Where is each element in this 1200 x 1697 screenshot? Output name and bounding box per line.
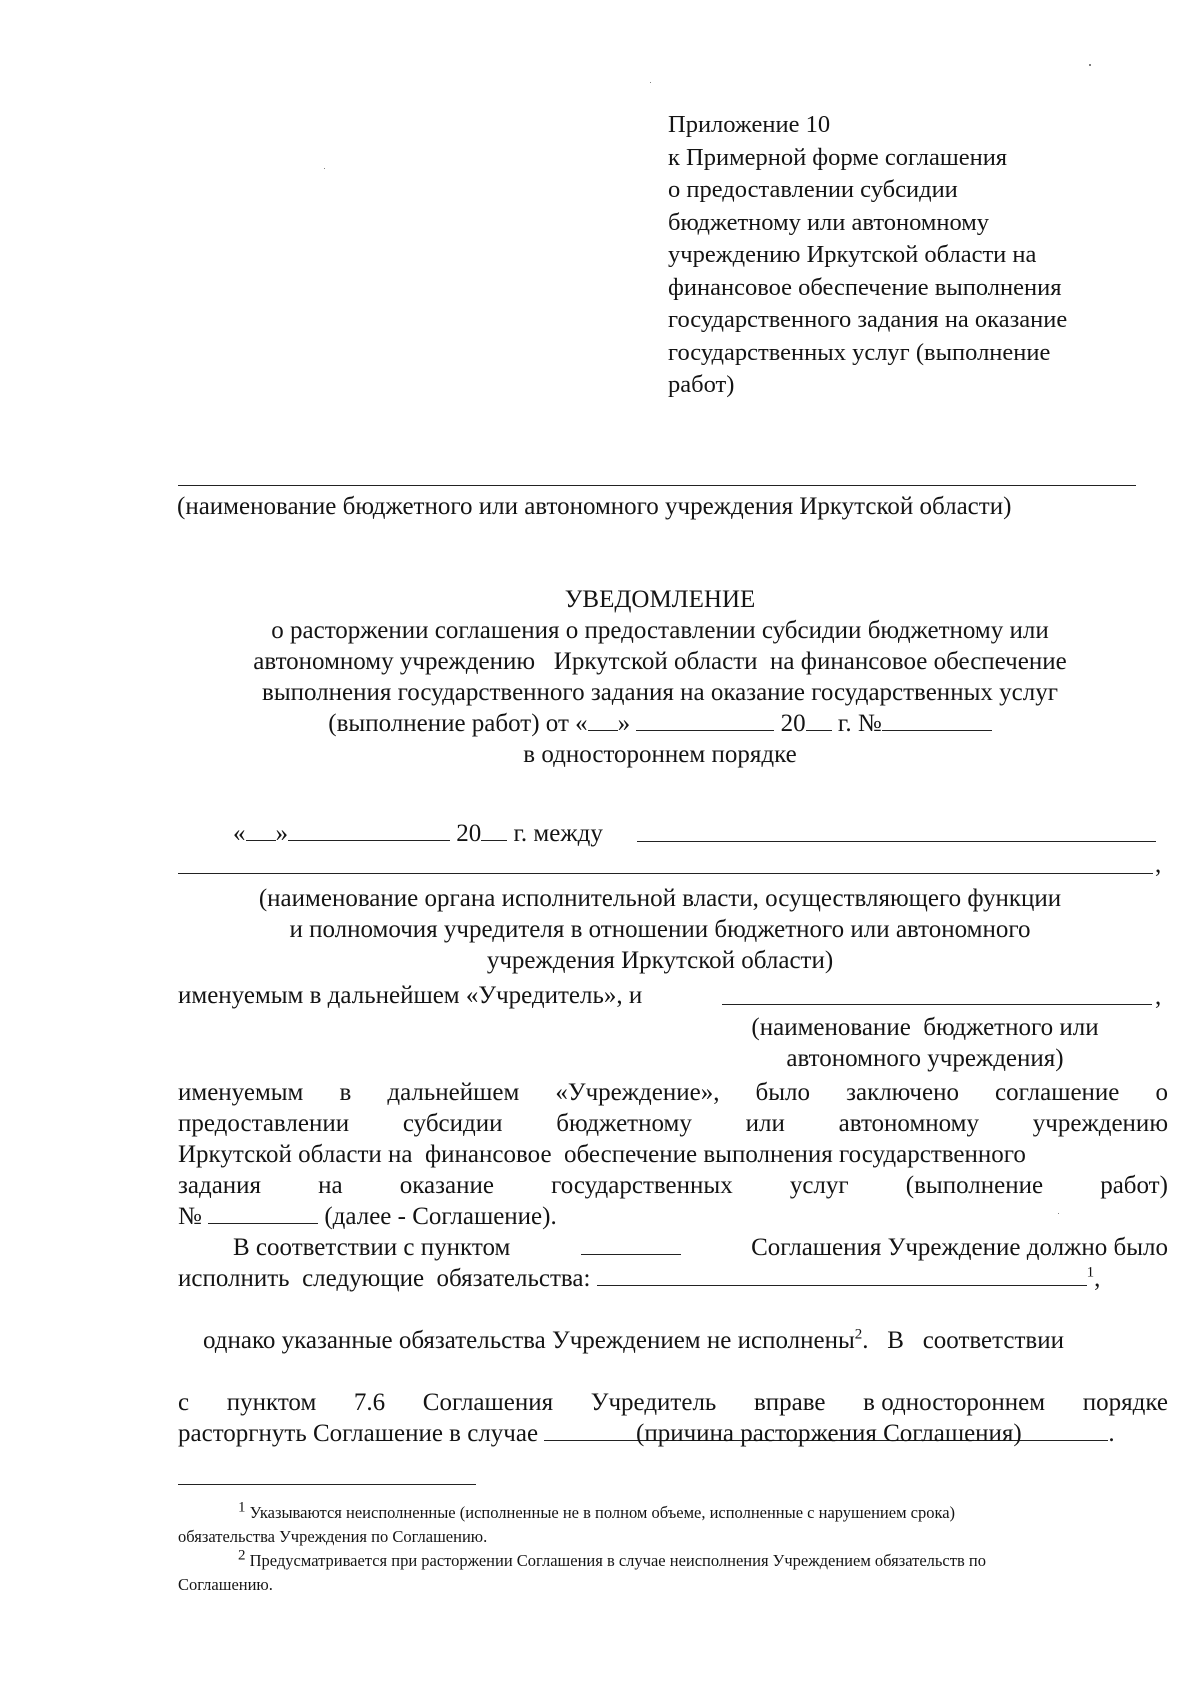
- obligations-comma: ,: [1094, 1265, 1101, 1292]
- notice-subtitle-line: выполнения государственного задания на оказание государственных услуг: [262, 679, 1058, 706]
- reason-caption: (причина расторжения Соглашения): [636, 1420, 1022, 1447]
- footnote-ref-1: 1: [1086, 1264, 1095, 1281]
- date-close-quote: »: [275, 820, 288, 847]
- body-line: [178, 1170, 1168, 1201]
- clause-tail: Соглашения Учреждение должно было: [751, 1234, 1168, 1261]
- date-day-blank[interactable]: [246, 818, 276, 841]
- footnote-1-cont: обязательства Учреждения по Соглашению.: [178, 1527, 488, 1546]
- word: в одностороннем: [863, 1389, 1046, 1416]
- notice-subtitle-line: автономному учреждению Иркутской области на финансовое обеспечение: [253, 648, 1067, 675]
- not-fulfilled-text: однако указанные обязательства Учреждением не исполнены: [203, 1327, 855, 1354]
- clause-number-blank[interactable]: [581, 1232, 681, 1255]
- word: предоставлении: [178, 1110, 350, 1137]
- footnote-2: [178, 1549, 1168, 1573]
- obligations-blank[interactable]: [597, 1263, 1087, 1286]
- institution-caption-line: автономного учреждения): [786, 1045, 1064, 1072]
- word: вправе: [753, 1389, 826, 1416]
- header-line: учреждению Иркутской области на: [668, 241, 1037, 268]
- word: именуемым: [178, 1079, 304, 1106]
- institution-caption: (наименование бюджетного или автономного учреждения Иркутской области): [177, 493, 1012, 520]
- word: оказание: [399, 1172, 494, 1199]
- word: (выполнение: [905, 1172, 1044, 1199]
- institution-name-line-2: [722, 1004, 1152, 1005]
- founder-line-comma: ,: [1155, 851, 1162, 878]
- word: услуг: [789, 1172, 849, 1199]
- body-paragraph-1: [178, 1077, 1168, 1232]
- agreement-year-prefix: 20: [780, 710, 806, 737]
- founder-name-line-1: [637, 841, 1156, 842]
- footnote-1: [178, 1501, 1168, 1525]
- agreement-ref-quote: »: [617, 710, 631, 737]
- body-line: Иркутской области на финансовое обеспечение выполнения государственного: [178, 1141, 1026, 1168]
- header-line: о предоставлении субсидии: [668, 176, 958, 203]
- word: работ): [1100, 1172, 1168, 1199]
- body-paragraph-2: [178, 1232, 1168, 1449]
- institution-line-comma: ,: [1155, 983, 1162, 1010]
- founder-caption-line: (наименование органа исполнительной власти, осуществляющего функции: [258, 885, 1062, 912]
- word: задания: [178, 1172, 262, 1199]
- agreement-number-label: г. №: [837, 710, 882, 737]
- in-accordance-text: . В соответствии: [862, 1327, 1064, 1354]
- notice-subtitle-line: о расторжении соглашения о предоставлении субсидии бюджетному или: [271, 617, 1049, 644]
- body-line: [178, 1263, 1168, 1294]
- agreement-day-blank[interactable]: [588, 708, 618, 731]
- number-sign: №: [178, 1203, 202, 1230]
- notice-title: [170, 584, 1150, 770]
- terminate-label: расторгнуть Соглашение в случае: [178, 1420, 539, 1447]
- footnote-1-text: Указываются неисполненные (исполненные не в полном объеме, исполненные с нарушением срока): [249, 1503, 956, 1522]
- body-line: [178, 1108, 1168, 1139]
- institution-caption-line: (наименование бюджетного или: [751, 1014, 1099, 1041]
- word: или: [745, 1110, 785, 1137]
- founder-named: именуемым в дальнейшем «Учредитель», и: [178, 982, 643, 1009]
- word: Соглашения: [422, 1389, 554, 1416]
- word: государственных: [551, 1172, 733, 1199]
- word: 7.6: [353, 1389, 386, 1416]
- footnote-2-marker: 2: [238, 1547, 246, 1564]
- institution-name-line: [178, 485, 1136, 486]
- terminate-period: .: [1108, 1420, 1115, 1447]
- header-line: финансовое обеспечение выполнения: [668, 273, 1062, 301]
- institution-caption-2: [690, 1012, 1160, 1074]
- agreement-month-blank[interactable]: [636, 708, 774, 731]
- scan-speck: [1089, 64, 1091, 66]
- hereinafter-agreement: (далее - Соглашение).: [324, 1203, 557, 1230]
- footnote-1-marker: 1: [238, 1499, 246, 1516]
- founder-name-line-2: [178, 873, 1153, 874]
- word: заключено: [846, 1079, 959, 1106]
- body-line: [178, 1387, 1168, 1418]
- word: Учредитель: [590, 1389, 717, 1416]
- founder-caption-line: учреждения Иркутской области): [486, 947, 834, 974]
- body-line: [178, 1294, 1168, 1387]
- date-year-blank[interactable]: [481, 818, 507, 841]
- word: о: [1155, 1079, 1168, 1106]
- agreement-number-blank-2[interactable]: [208, 1201, 318, 1224]
- notice-date-line: [233, 818, 603, 849]
- scan-speck: [1058, 1213, 1059, 1214]
- date-month-blank[interactable]: [288, 818, 450, 841]
- notice-heading: УВЕДОМЛЕНИЕ: [564, 586, 756, 613]
- word: на: [318, 1172, 343, 1199]
- word: «Учреждение»,: [555, 1079, 720, 1106]
- agreement-year-blank[interactable]: [806, 708, 832, 731]
- word: субсидии: [402, 1110, 503, 1137]
- word: в: [339, 1079, 352, 1106]
- body-line: [178, 1232, 1168, 1263]
- footnote-2-cont: Соглашению.: [178, 1575, 273, 1594]
- word: учреждению: [1032, 1110, 1168, 1137]
- word: порядке: [1082, 1389, 1168, 1416]
- scan-speck: [650, 82, 651, 83]
- word: дальнейшем: [387, 1079, 520, 1106]
- footnote-2-text: Предусматривается при расторжении Соглашения в случае неисполнения Учреждением обязательств по: [249, 1551, 986, 1570]
- notice-agreement-ref: [170, 708, 1150, 739]
- agreement-number-blank[interactable]: [882, 708, 992, 731]
- body-line: [178, 1201, 1168, 1232]
- agreement-ref-prefix: (выполнение работ) от «: [328, 710, 588, 737]
- notice-subtitle-line: в одностороннем порядке: [523, 741, 797, 768]
- body-line: [178, 1077, 1168, 1108]
- clause-intro: В соответствии с пунктом: [233, 1234, 511, 1261]
- word: пунктом: [226, 1389, 317, 1416]
- word: автономному: [838, 1110, 979, 1137]
- appendix-header: [668, 109, 1067, 402]
- founder-caption-line: и полномочия учредителя в отношении бюджетного или автономного: [289, 916, 1031, 943]
- header-line: бюджетному или автономному: [668, 208, 990, 236]
- word: было: [755, 1079, 811, 1106]
- header-line: государственных услуг (выполнение: [668, 338, 1051, 366]
- footnote-separator: [178, 1484, 476, 1485]
- founder-caption: [170, 883, 1150, 976]
- header-line: Приложение 10: [668, 111, 831, 138]
- word: бюджетному: [556, 1110, 692, 1137]
- obligations-label: исполнить следующие обязательства:: [178, 1265, 591, 1292]
- word: с: [178, 1389, 190, 1416]
- date-open-quote: «: [233, 820, 246, 847]
- header-line: государственного задания на оказание: [668, 306, 1068, 333]
- footnote-ref-2: 2: [854, 1326, 863, 1343]
- footnotes: [178, 1501, 1168, 1597]
- header-line: работ): [668, 371, 735, 398]
- date-year-prefix: 20: [456, 820, 482, 847]
- scan-speck: [324, 168, 325, 169]
- word: соглашение: [995, 1079, 1120, 1106]
- header-line: к Примерной форме соглашения: [668, 143, 1008, 171]
- date-between: г. между: [513, 820, 603, 847]
